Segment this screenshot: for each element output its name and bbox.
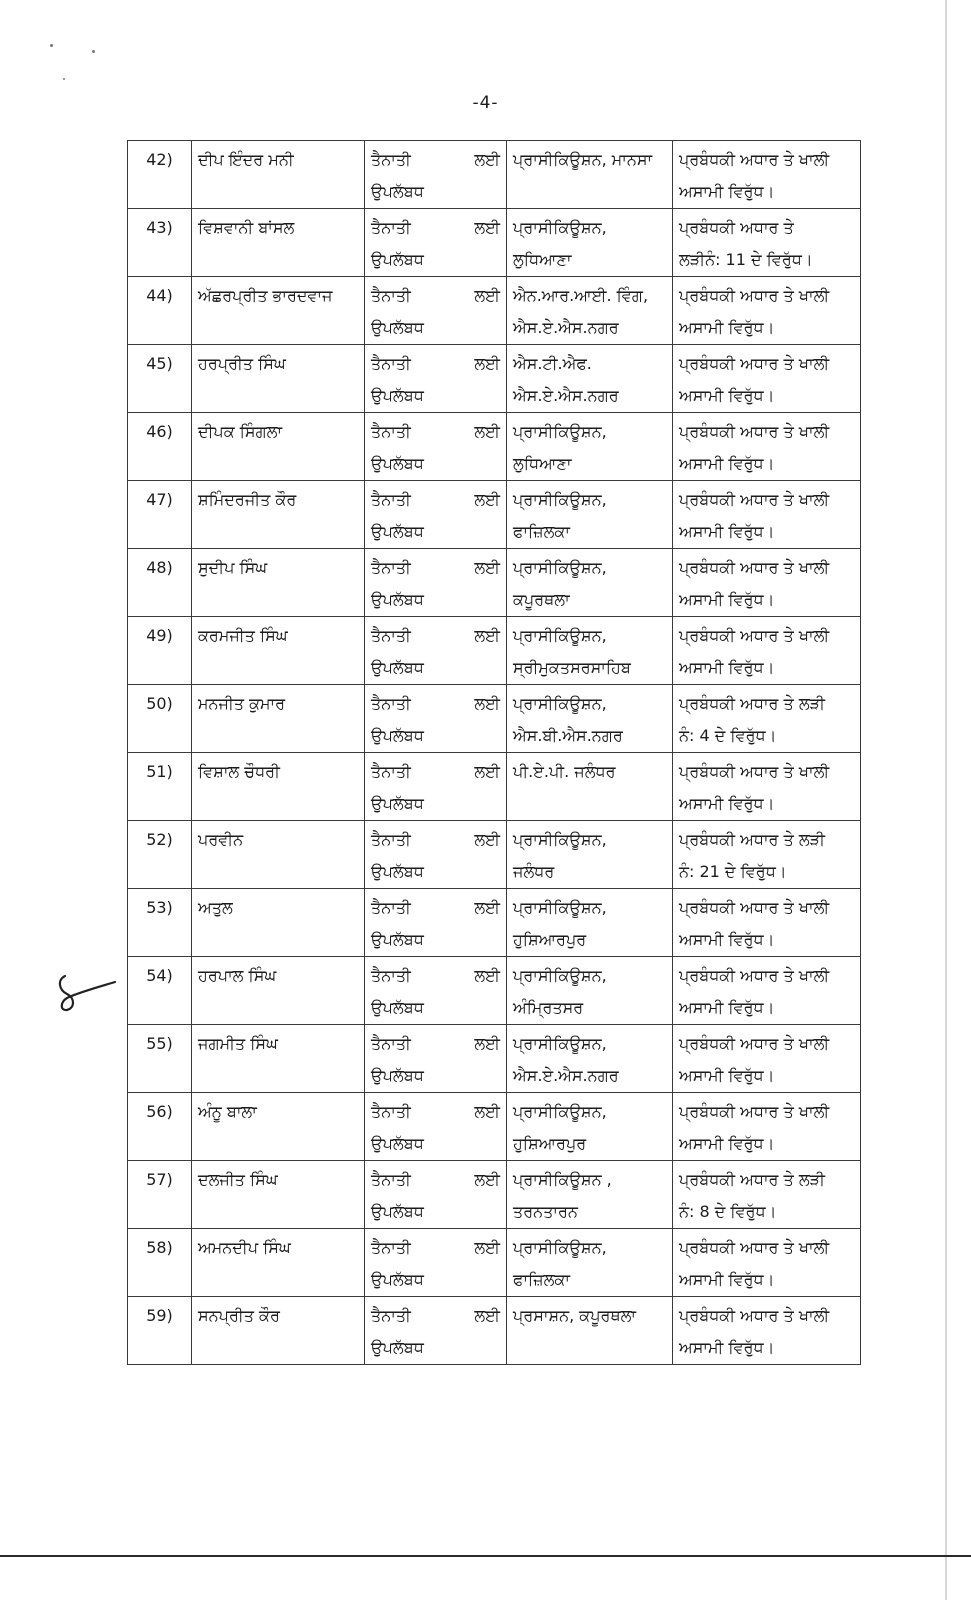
remark-line2: ਅਸਾਮੀ ਵਿਰੁੱਧ। [679,1338,775,1357]
remark-line2: ਲੜੀਨੰ: 11 ਦੇ ਵਿਰੁੱਧ। [679,250,813,269]
table-row [128,1229,861,1297]
employee-name: ਹਰਪ੍ਰੀਤ ਸਿੰਘ [198,354,286,373]
serial-number-cell [128,1297,192,1365]
remark: ਪ੍ਰਬੰਧਕੀ ਅਧਾਰ ਤੇ ਖਾਲੀ [679,626,830,645]
serial-number: 55) [146,1034,173,1053]
remark-cell [673,1297,861,1365]
table-row [128,957,861,1025]
remark: ਪ੍ਰਬੰਧਕੀ ਅਧਾਰ ਤੇ [679,218,794,237]
status-available: ਉਪਲੱਬਧ [371,726,424,745]
employee-name-cell [192,753,365,821]
status-for: ਲਈ [474,1170,500,1189]
status-for: ਲਈ [474,422,500,441]
remark: ਪ੍ਰਬੰਧਕੀ ਅਧਾਰ ਤੇ ਲੜੀ [679,1170,825,1189]
page-edge-shadow [945,0,947,1600]
posting-place-cell [507,889,673,957]
posting-place-cell [507,1229,673,1297]
remark: ਪ੍ਰਬੰਧਕੀ ਅਧਾਰ ਤੇ ਖਾਲੀ [679,150,830,169]
serial-number: 49) [146,626,173,645]
status-available: ਉਪਲੱਬਧ [371,930,424,949]
serial-number: 57) [146,1170,173,1189]
status-available: ਉਪਲੱਬਧ [371,998,424,1017]
employee-name-cell [192,1161,365,1229]
status-word: ਤੈਨਾਤੀ [371,558,411,577]
posting-place: ਪ੍ਰਾਸੀਕਿਊਸ਼ਨ, [513,490,607,509]
status-word: ਤੈਨਾਤੀ [371,286,411,305]
serial-number-cell [128,957,192,1025]
status-word: ਤੈਨਾਤੀ [371,218,411,237]
employee-name: ਅੰਨੂ ਬਾਲਾ [198,1102,257,1121]
remark-line2: ਅਸਾਮੀ ਵਿਰੁੱਧ। [679,658,775,677]
status-available: ਉਪਲੱਬਧ [371,1338,424,1357]
posting-place: ਪ੍ਰਾਸੀਕਿਊਸ਼ਨ, [513,626,607,645]
employee-name-cell [192,141,365,209]
status-word: ਤੈਨਾਤੀ [371,490,411,509]
status-cell [365,1093,507,1161]
serial-number: 51) [146,762,173,781]
status-available: ਉਪਲੱਬਧ [371,1134,424,1153]
status-cell [365,957,507,1025]
employee-name: ਮਨਜੀਤ ਕੁਮਾਰ [198,694,286,713]
serial-number-cell [128,345,192,413]
posting-place-line2: ਕਪੂਰਥਲਾ [513,590,570,609]
posting-place-line2: ਐਸ.ਏ.ਐਸ.ਨਗਰ [513,318,619,337]
posting-place-cell [507,481,673,549]
table-row [128,821,861,889]
status-word: ਤੈਨਾਤੀ [371,1306,411,1325]
serial-number: 44) [146,286,173,305]
table-row [128,549,861,617]
serial-number-cell [128,1161,192,1229]
employee-name: ਅਮਨਦੀਪ ਸਿੰਘ [198,1238,291,1257]
serial-number-cell [128,549,192,617]
serial-number-cell [128,1025,192,1093]
remark: ਪ੍ਰਬੰਧਕੀ ਅਧਾਰ ਤੇ ਲੜੀ [679,830,825,849]
serial-number-cell [128,617,192,685]
posting-place-line2: ਲੁਧਿਆਣਾ [513,250,572,269]
status-word: ਤੈਨਾਤੀ [371,422,411,441]
remark-line2: ਅਸਾਮੀ ਵਿਰੁੱਧ। [679,182,775,201]
status-for: ਲਈ [474,898,500,917]
status-cell [365,1161,507,1229]
serial-number: 54) [146,966,173,985]
status-available: ਉਪਲੱਬਧ [371,454,424,473]
table-row [128,277,861,345]
posting-place: ਪ੍ਰਸਾਸ਼ਨ, ਕਪੂਰਥਲਾ [513,1306,636,1325]
remark-line2: ਅਸਾਮੀ ਵਿਰੁੱਧ। [679,794,775,813]
employee-name: ਵਿਸ਼ਵਾਨੀ ਬਾਂਸਲ [198,218,295,237]
posting-place: ਪ੍ਰਾਸੀਕਿਊਸ਼ਨ, [513,218,607,237]
employee-name-cell [192,889,365,957]
employee-name-cell [192,957,365,1025]
remark-line2: ਅਸਾਮੀ ਵਿਰੁੱਧ। [679,930,775,949]
employee-name: ਕਰਮਜੀਤ ਸਿੰਘ [198,626,288,645]
serial-number: 42) [146,150,173,169]
employee-name: ਹਰਪਾਲ ਸਿੰਘ [198,966,277,985]
remark: ਪ੍ਰਬੰਧਕੀ ਅਧਾਰ ਤੇ ਖਾਲੀ [679,490,830,509]
remark-cell [673,617,861,685]
remark-line2: ਅਸਾਮੀ ਵਿਰੁੱਧ। [679,1134,775,1153]
posting-place: ਪ੍ਰਾਸੀਕਿਊਸ਼ਨ , [513,1170,612,1189]
status-available: ਉਪਲੱਬਧ [371,522,424,541]
serial-number-cell [128,753,192,821]
status-for: ਲਈ [474,1102,500,1121]
signature-mark [55,968,119,1018]
posting-place-cell [507,413,673,481]
status-available: ਉਪਲੱਬਧ [371,794,424,813]
status-for: ਲਈ [474,1306,500,1325]
serial-number-cell [128,277,192,345]
page-number: -4- [472,93,499,113]
remark-line2: ਅਸਾਮੀ ਵਿਰੁੱਧ। [679,1270,775,1289]
posting-place-line2: ਹੁਸ਼ਿਆਰਪੁਰ [513,930,587,949]
status-cell [365,481,507,549]
remark: ਪ੍ਰਬੰਧਕੀ ਅਧਾਰ ਤੇ ਖਾਲੀ [679,898,830,917]
employee-name: ਅੱਛਰਪ੍ਰੀਤ ਭਾਰਦਵਾਜ [198,286,333,305]
employee-name-cell [192,481,365,549]
posting-place-line2: ਐਸ.ਬੀ.ਐਸ.ਨਗਰ [513,726,623,745]
status-for: ਲਈ [474,1034,500,1053]
posting-place-cell [507,821,673,889]
status-available: ਉਪਲੱਬਧ [371,658,424,677]
status-for: ਲਈ [474,1238,500,1257]
table-row [128,345,861,413]
remark-line2: ਅਸਾਮੀ ਵਿਰੁੱਧ। [679,590,775,609]
remark-cell [673,209,861,277]
serial-number: 43) [146,218,173,237]
serial-number-cell [128,889,192,957]
remark-cell [673,1161,861,1229]
status-for: ਲਈ [474,218,500,237]
status-word: ਤੈਨਾਤੀ [371,830,411,849]
employee-name: ਦੀਪ ਇੰਦਰ ਮਨੀ [198,150,294,169]
table-row [128,617,861,685]
remark-line2: ਨੰ: 4 ਦੇ ਵਿਰੁੱਧ। [679,726,777,745]
status-word: ਤੈਨਾਤੀ [371,694,411,713]
remark-line2: ਅਸਾਮੀ ਵਿਰੁੱਧ। [679,318,775,337]
employee-name: ਵਿਸ਼ਾਲ ਚੌਧਰੀ [198,762,280,781]
remark-line2: ਅਸਾਮੀ ਵਿਰੁੱਧ। [679,522,775,541]
status-cell [365,617,507,685]
posting-place-line2: ਸ੍ਰੀਮੁਕਤਸਰਸਾਹਿਬ [513,658,631,677]
serial-number: 52) [146,830,173,849]
posting-place-cell [507,209,673,277]
posting-place-cell [507,141,673,209]
posting-place: ਪ੍ਰਾਸੀਕਿਊਸ਼ਨ, [513,966,607,985]
status-available: ਉਪਲੱਬਧ [371,1202,424,1221]
status-for: ਲਈ [474,490,500,509]
status-word: ਤੈਨਾਤੀ [371,1034,411,1053]
status-word: ਤੈਨਾਤੀ [371,354,411,373]
posting-place-line2: ਫਾਜ਼ਿਲਕਾ [513,1270,570,1289]
posting-place-cell [507,1161,673,1229]
posting-place: ਪ੍ਰਾਸੀਕਿਊਸ਼ਨ, [513,558,607,577]
remark: ਪ੍ਰਬੰਧਕੀ ਅਧਾਰ ਤੇ ਖਾਲੀ [679,286,830,305]
remark: ਪ੍ਰਬੰਧਕੀ ਅਧਾਰ ਤੇ ਖਾਲੀ [679,966,830,985]
remark-line2: ਨੰ: 8 ਦੇ ਵਿਰੁੱਧ। [679,1202,777,1221]
serial-number: 46) [146,422,173,441]
posting-place: ਪ੍ਰਾਸੀਕਿਊਸ਼ਨ, ਮਾਨਸਾ [513,150,653,169]
posting-place: ਪ੍ਰਾਸੀਕਿਊਸ਼ਨ, [513,694,607,713]
table-row [128,1025,861,1093]
posting-place-line2: ਤਰਨਤਾਰਨ [513,1202,578,1221]
remark-cell [673,549,861,617]
posting-table-body [128,141,861,1365]
status-word: ਤੈਨਾਤੀ [371,626,411,645]
status-cell [365,889,507,957]
status-word: ਤੈਨਾਤੀ [371,1238,411,1257]
remark-cell [673,957,861,1025]
posting-place-cell [507,957,673,1025]
posting-place-cell [507,753,673,821]
status-cell [365,549,507,617]
status-available: ਉਪਲੱਬਧ [371,318,424,337]
remark-line2: ਅਸਾਮੀ ਵਿਰੁੱਧ। [679,998,775,1017]
remark: ਪ੍ਰਬੰਧਕੀ ਅਧਾਰ ਤੇ ਖਾਲੀ [679,558,830,577]
posting-place-line2: ਐਸ.ਏ.ਐਸ.ਨਗਰ [513,386,619,405]
status-available: ਉਪਲੱਬਧ [371,386,424,405]
posting-place: ਪੀ.ਏ.ਪੀ. ਜਲੰਧਰ [513,762,616,781]
posting-place-cell [507,617,673,685]
employee-name: ਦਲਜੀਤ ਸਿੰਘ [198,1170,278,1189]
posting-place-line2: ਲੁਧਿਆਣਾ [513,454,572,473]
employee-name: ਜਗਮੀਤ ਸਿੰਘ [198,1034,278,1053]
status-for: ਲਈ [474,694,500,713]
posting-place: ਪ੍ਰਾਸੀਕਿਊਸ਼ਨ, [513,830,607,849]
employee-name: ਸੁਦੀਪ ਸਿੰਘ [198,558,268,577]
remark-cell [673,685,861,753]
posting-table [127,140,861,1365]
table-row [128,209,861,277]
posting-place-cell [507,1297,673,1365]
table-row [128,141,861,209]
remark: ਪ੍ਰਬੰਧਕੀ ਅਧਾਰ ਤੇ ਖਾਲੀ [679,422,830,441]
employee-name-cell [192,413,365,481]
status-available: ਉਪਲੱਬਧ [371,182,424,201]
table-row [128,1161,861,1229]
status-for: ਲਈ [474,286,500,305]
serial-number-cell [128,209,192,277]
remark: ਪ੍ਰਬੰਧਕੀ ਅਧਾਰ ਤੇ ਖਾਲੀ [679,1306,830,1325]
employee-name-cell [192,821,365,889]
remark-cell [673,889,861,957]
posting-place-line2: ਫਾਜ਼ਿਲਕਾ [513,522,570,541]
employee-name-cell [192,1297,365,1365]
employee-name: ਪਰਵੀਨ [198,830,244,849]
serial-number: 59) [146,1306,173,1325]
serial-number-cell [128,821,192,889]
remark-line2: ਅਸਾਮੀ ਵਿਰੁੱਧ। [679,454,775,473]
remark-cell [673,481,861,549]
status-cell [365,345,507,413]
posting-place: ਪ੍ਰਾਸੀਕਿਊਸ਼ਨ, [513,422,607,441]
status-available: ਉਪਲੱਬਧ [371,1066,424,1085]
status-for: ਲਈ [474,966,500,985]
status-for: ਲਈ [474,354,500,373]
employee-name: ਦੀਪਕ ਸਿੰਗਲਾ [198,422,283,441]
serial-number: 50) [146,694,173,713]
scan-speck [63,78,65,80]
remark-cell [673,1229,861,1297]
employee-name-cell [192,209,365,277]
remark-cell [673,821,861,889]
status-cell [365,685,507,753]
status-for: ਲਈ [474,762,500,781]
status-for: ਲਈ [474,830,500,849]
table-row [128,753,861,821]
status-cell [365,1229,507,1297]
posting-place: ਪ੍ਰਾਸੀਕਿਊਸ਼ਨ, [513,898,607,917]
employee-name-cell [192,685,365,753]
scan-speck [50,44,53,47]
posting-place-cell [507,345,673,413]
scan-speck [92,50,95,53]
status-available: ਉਪਲੱਬਧ [371,1270,424,1289]
status-cell [365,413,507,481]
status-word: ਤੈਨਾਤੀ [371,1170,411,1189]
posting-place-cell [507,1025,673,1093]
serial-number: 58) [146,1238,173,1257]
status-word: ਤੈਨਾਤੀ [371,762,411,781]
posting-place-cell [507,549,673,617]
status-available: ਉਪਲੱਬਧ [371,250,424,269]
serial-number: 56) [146,1102,173,1121]
serial-number-cell [128,413,192,481]
serial-number-cell [128,1229,192,1297]
remark: ਪ੍ਰਬੰਧਕੀ ਅਧਾਰ ਤੇ ਲੜੀ [679,694,825,713]
posting-place-cell [507,1093,673,1161]
remark: ਪ੍ਰਬੰਧਕੀ ਅਧਾਰ ਤੇ ਖਾਲੀ [679,354,830,373]
status-cell [365,209,507,277]
employee-name-cell [192,277,365,345]
remark-cell [673,413,861,481]
serial-number: 45) [146,354,173,373]
status-cell [365,277,507,345]
status-word: ਤੈਨਾਤੀ [371,1102,411,1121]
posting-place-cell [507,277,673,345]
table-row [128,889,861,957]
remark: ਪ੍ਰਬੰਧਕੀ ਅਧਾਰ ਤੇ ਖਾਲੀ [679,1102,830,1121]
posting-place: ਪ੍ਰਾਸੀਕਿਊਸ਼ਨ, [513,1034,607,1053]
posting-place: ਐਸ.ਟੀ.ਐਫ. [513,354,592,373]
employee-name-cell [192,1025,365,1093]
employee-name-cell [192,1093,365,1161]
bottom-rule [0,1555,971,1557]
status-cell [365,141,507,209]
table-row [128,481,861,549]
remark: ਪ੍ਰਬੰਧਕੀ ਅਧਾਰ ਤੇ ਖਾਲੀ [679,1238,830,1257]
status-available: ਉਪਲੱਬਧ [371,862,424,881]
employee-name-cell [192,617,365,685]
remark: ਪ੍ਰਬੰਧਕੀ ਅਧਾਰ ਤੇ ਖਾਲੀ [679,1034,830,1053]
posting-place-line2: ਅੰਮ੍ਰਿਤਸਰ [513,998,584,1017]
remark: ਪ੍ਰਬੰਧਕੀ ਅਧਾਰ ਤੇ ਖਾਲੀ [679,762,830,781]
table-row [128,685,861,753]
status-available: ਉਪਲੱਬਧ [371,590,424,609]
employee-name-cell [192,549,365,617]
remark-line2: ਅਸਾਮੀ ਵਿਰੁੱਧ। [679,1066,775,1085]
employee-name-cell [192,345,365,413]
remark-cell [673,753,861,821]
employee-name: ਸਨਪ੍ਰੀਤ ਕੌਰ [198,1306,280,1325]
posting-place-cell [507,685,673,753]
serial-number: 47) [146,490,173,509]
status-cell [365,753,507,821]
status-word: ਤੈਨਾਤੀ [371,966,411,985]
remark-cell [673,277,861,345]
status-cell [365,1297,507,1365]
serial-number-cell [128,685,192,753]
status-for: ਲਈ [474,626,500,645]
remark-cell [673,1093,861,1161]
table-row [128,413,861,481]
posting-place: ਪ੍ਰਾਸੀਕਿਊਸ਼ਨ, [513,1102,607,1121]
table-row [128,1297,861,1365]
status-cell [365,1025,507,1093]
posting-place-line2: ਜਲੰਧਰ [513,862,555,881]
remark-cell [673,345,861,413]
employee-name-cell [192,1229,365,1297]
remark-cell [673,1025,861,1093]
status-cell [365,821,507,889]
table-row [128,1093,861,1161]
serial-number-cell [128,141,192,209]
remark-cell [673,141,861,209]
remark-line2: ਨੰ: 21 ਦੇ ਵਿਰੁੱਧ। [679,862,787,881]
remark-line2: ਅਸਾਮੀ ਵਿਰੁੱਧ। [679,386,775,405]
serial-number: 48) [146,558,173,577]
posting-place-line2: ਐਸ.ਏ.ਐਸ.ਨਗਰ [513,1066,619,1085]
posting-place: ਐਨ.ਆਰ.ਆਈ. ਵਿੰਗ, [513,286,649,305]
employee-name: ਅਤੁਲ [198,898,233,917]
serial-number: 53) [146,898,173,917]
employee-name: ਸ਼ਮਿੰਦਰਜੀਤ ਕੌਰ [198,490,297,509]
status-for: ਲਈ [474,558,500,577]
status-word: ਤੈਨਾਤੀ [371,150,411,169]
serial-number-cell [128,481,192,549]
posting-place: ਪ੍ਰਾਸੀਕਿਊਸ਼ਨ, [513,1238,607,1257]
posting-place-line2: ਹੁਸ਼ਿਆਰਪੁਰ [513,1134,587,1153]
status-for: ਲਈ [474,150,500,169]
status-word: ਤੈਨਾਤੀ [371,898,411,917]
serial-number-cell [128,1093,192,1161]
